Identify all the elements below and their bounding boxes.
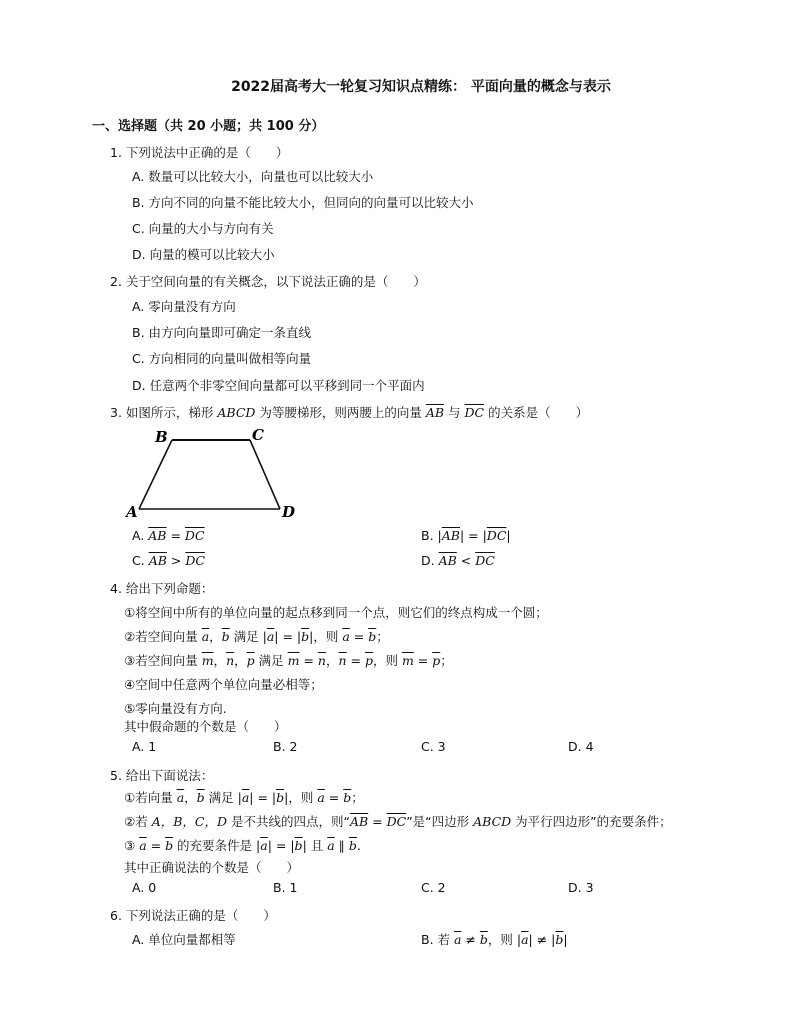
q6-option-b[interactable]: B. 若 $\overline{a} \ne \overline{b}$，则 $|\overline{a}| \ne |\overline{b}|$ xyxy=(421,932,568,947)
q3-option-c[interactable]: C. $\overline{AB} > \overline{DC}$ xyxy=(132,553,205,568)
vertex-label-c: C xyxy=(252,426,264,444)
q4-proposition-2: ②若空间向量 $\overline{a}$，$\overline{b}$ 满足 $|\overline{a}| = |\overline{b}|$，则 $\overline{a} = \overline{b}$； xyxy=(124,629,389,644)
q4-option-d[interactable]: D. 4 xyxy=(568,739,594,754)
edge-ab xyxy=(139,440,172,509)
q2-option-d[interactable]: D. 任意两个非零空间向量都可以平移到同一个平面内 xyxy=(132,378,425,393)
edge-cd xyxy=(250,440,280,509)
q5-option-a[interactable]: A. 0 xyxy=(132,880,157,895)
q5-option-c[interactable]: C. 2 xyxy=(421,880,446,895)
vertex-label-a: A xyxy=(126,503,138,521)
q5-option-d[interactable]: D. 3 xyxy=(568,880,594,895)
page-title: 2022届高考大一轮复习知识点精练： 平面向量的概念与表示 xyxy=(231,79,611,95)
q5-statement-1: ①若向量 $\overline{a}$，$\overline{b}$ 满足 $|\overline{a}| = |\overline{b}|$，则 $\overline{a} = \overline{b}$； xyxy=(124,790,364,805)
q2-option-c[interactable]: C. 方向相同的向量叫做相等向量 xyxy=(132,351,312,366)
q4-option-a[interactable]: A. 1 xyxy=(132,739,157,754)
q4-stem: 4. 给出下列命题： xyxy=(110,581,214,596)
q1-option-c[interactable]: C. 向量的大小与方向有关 xyxy=(132,221,274,236)
section-heading: 一、选择题（共 20 小题；共 100 分） xyxy=(92,119,325,134)
q3-stem: 3. 如图所示，梯形 ABCD 为等腰梯形，则两腰上的向量 $\overline{AB}$ 与 $\overline{DC}$ 的关系是（ ） xyxy=(110,405,589,420)
q4-option-c[interactable]: C. 3 xyxy=(421,739,446,754)
q1-stem: 1. 下列说法中正确的是（ ） xyxy=(110,145,289,160)
q3-option-a[interactable]: A. $\overline{AB} = \overline{DC}$ xyxy=(132,528,205,543)
q4-proposition-1: ①将空间中所有的单位向量的起点移到同一个点，则它们的终点构成一个圆； xyxy=(124,605,548,620)
q4-option-b[interactable]: B. 2 xyxy=(273,739,298,754)
q5-question: 其中正确说法的个数是（ ） xyxy=(124,860,300,875)
q5-statement-3: ③ $\overline{a} = \overline{b}$ 的充要条件是 $|\overline{a}| = |\overline{b}|$ 且 $\overline{a}$ ∥ $\overline{b}$. xyxy=(124,838,361,853)
q4-proposition-3: ③若空间向量 $\overline{m}$，$\overline{n}$，$\overline{p}$ 满足 $\overline{m} = \overline{n}$，$\overline{n} = \overline{p}$，则 $\overline{m} = \overline{p}$； xyxy=(124,653,453,668)
q2-option-b[interactable]: B. 由方向向量即可确定一条直线 xyxy=(132,325,312,340)
q1-option-d[interactable]: D. 向量的模可以比较大小 xyxy=(132,247,275,262)
q5-stem: 5. 给出下面说法： xyxy=(110,768,214,783)
q5-statement-2: ②若 A，B，C，D 是不共线的四点，则“$\overline{AB} = \overline{DC}$”是“四边形 ABCD 为平行四边形”的充要条件； xyxy=(124,814,672,829)
q4-proposition-4: ④空间中任意两个单位向量必相等； xyxy=(124,677,323,692)
trapezoid-figure xyxy=(125,426,305,521)
q4-proposition-5: ⑤零向量没有方向. xyxy=(124,701,227,716)
q4-question: 其中假命题的个数是（ ） xyxy=(124,719,287,734)
vertex-label-d: D xyxy=(282,503,296,521)
q2-option-a[interactable]: A. 零向量没有方向 xyxy=(132,299,236,314)
q2-stem: 2. 关于空间向量的有关概念，以下说法正确的是（ ） xyxy=(110,274,426,289)
q6-option-a[interactable]: A. 单位向量都相等 xyxy=(132,932,236,947)
q1-option-a[interactable]: A. 数量可以比较大小，向量也可以比较大小 xyxy=(132,169,374,184)
vertex-label-b: B xyxy=(155,428,168,446)
q3-option-b[interactable]: B. $|\overline{AB}| = |\overline{DC}|$ xyxy=(421,528,511,543)
q5-option-b[interactable]: B. 1 xyxy=(273,880,298,895)
q1-option-b[interactable]: B. 方向不同的向量不能比较大小，但同向的向量可以比较大小 xyxy=(132,195,474,210)
q3-option-d[interactable]: D. $\overline{AB} < \overline{DC}$ xyxy=(421,553,495,568)
q6-stem: 6. 下列说法正确的是（ ） xyxy=(110,908,276,923)
